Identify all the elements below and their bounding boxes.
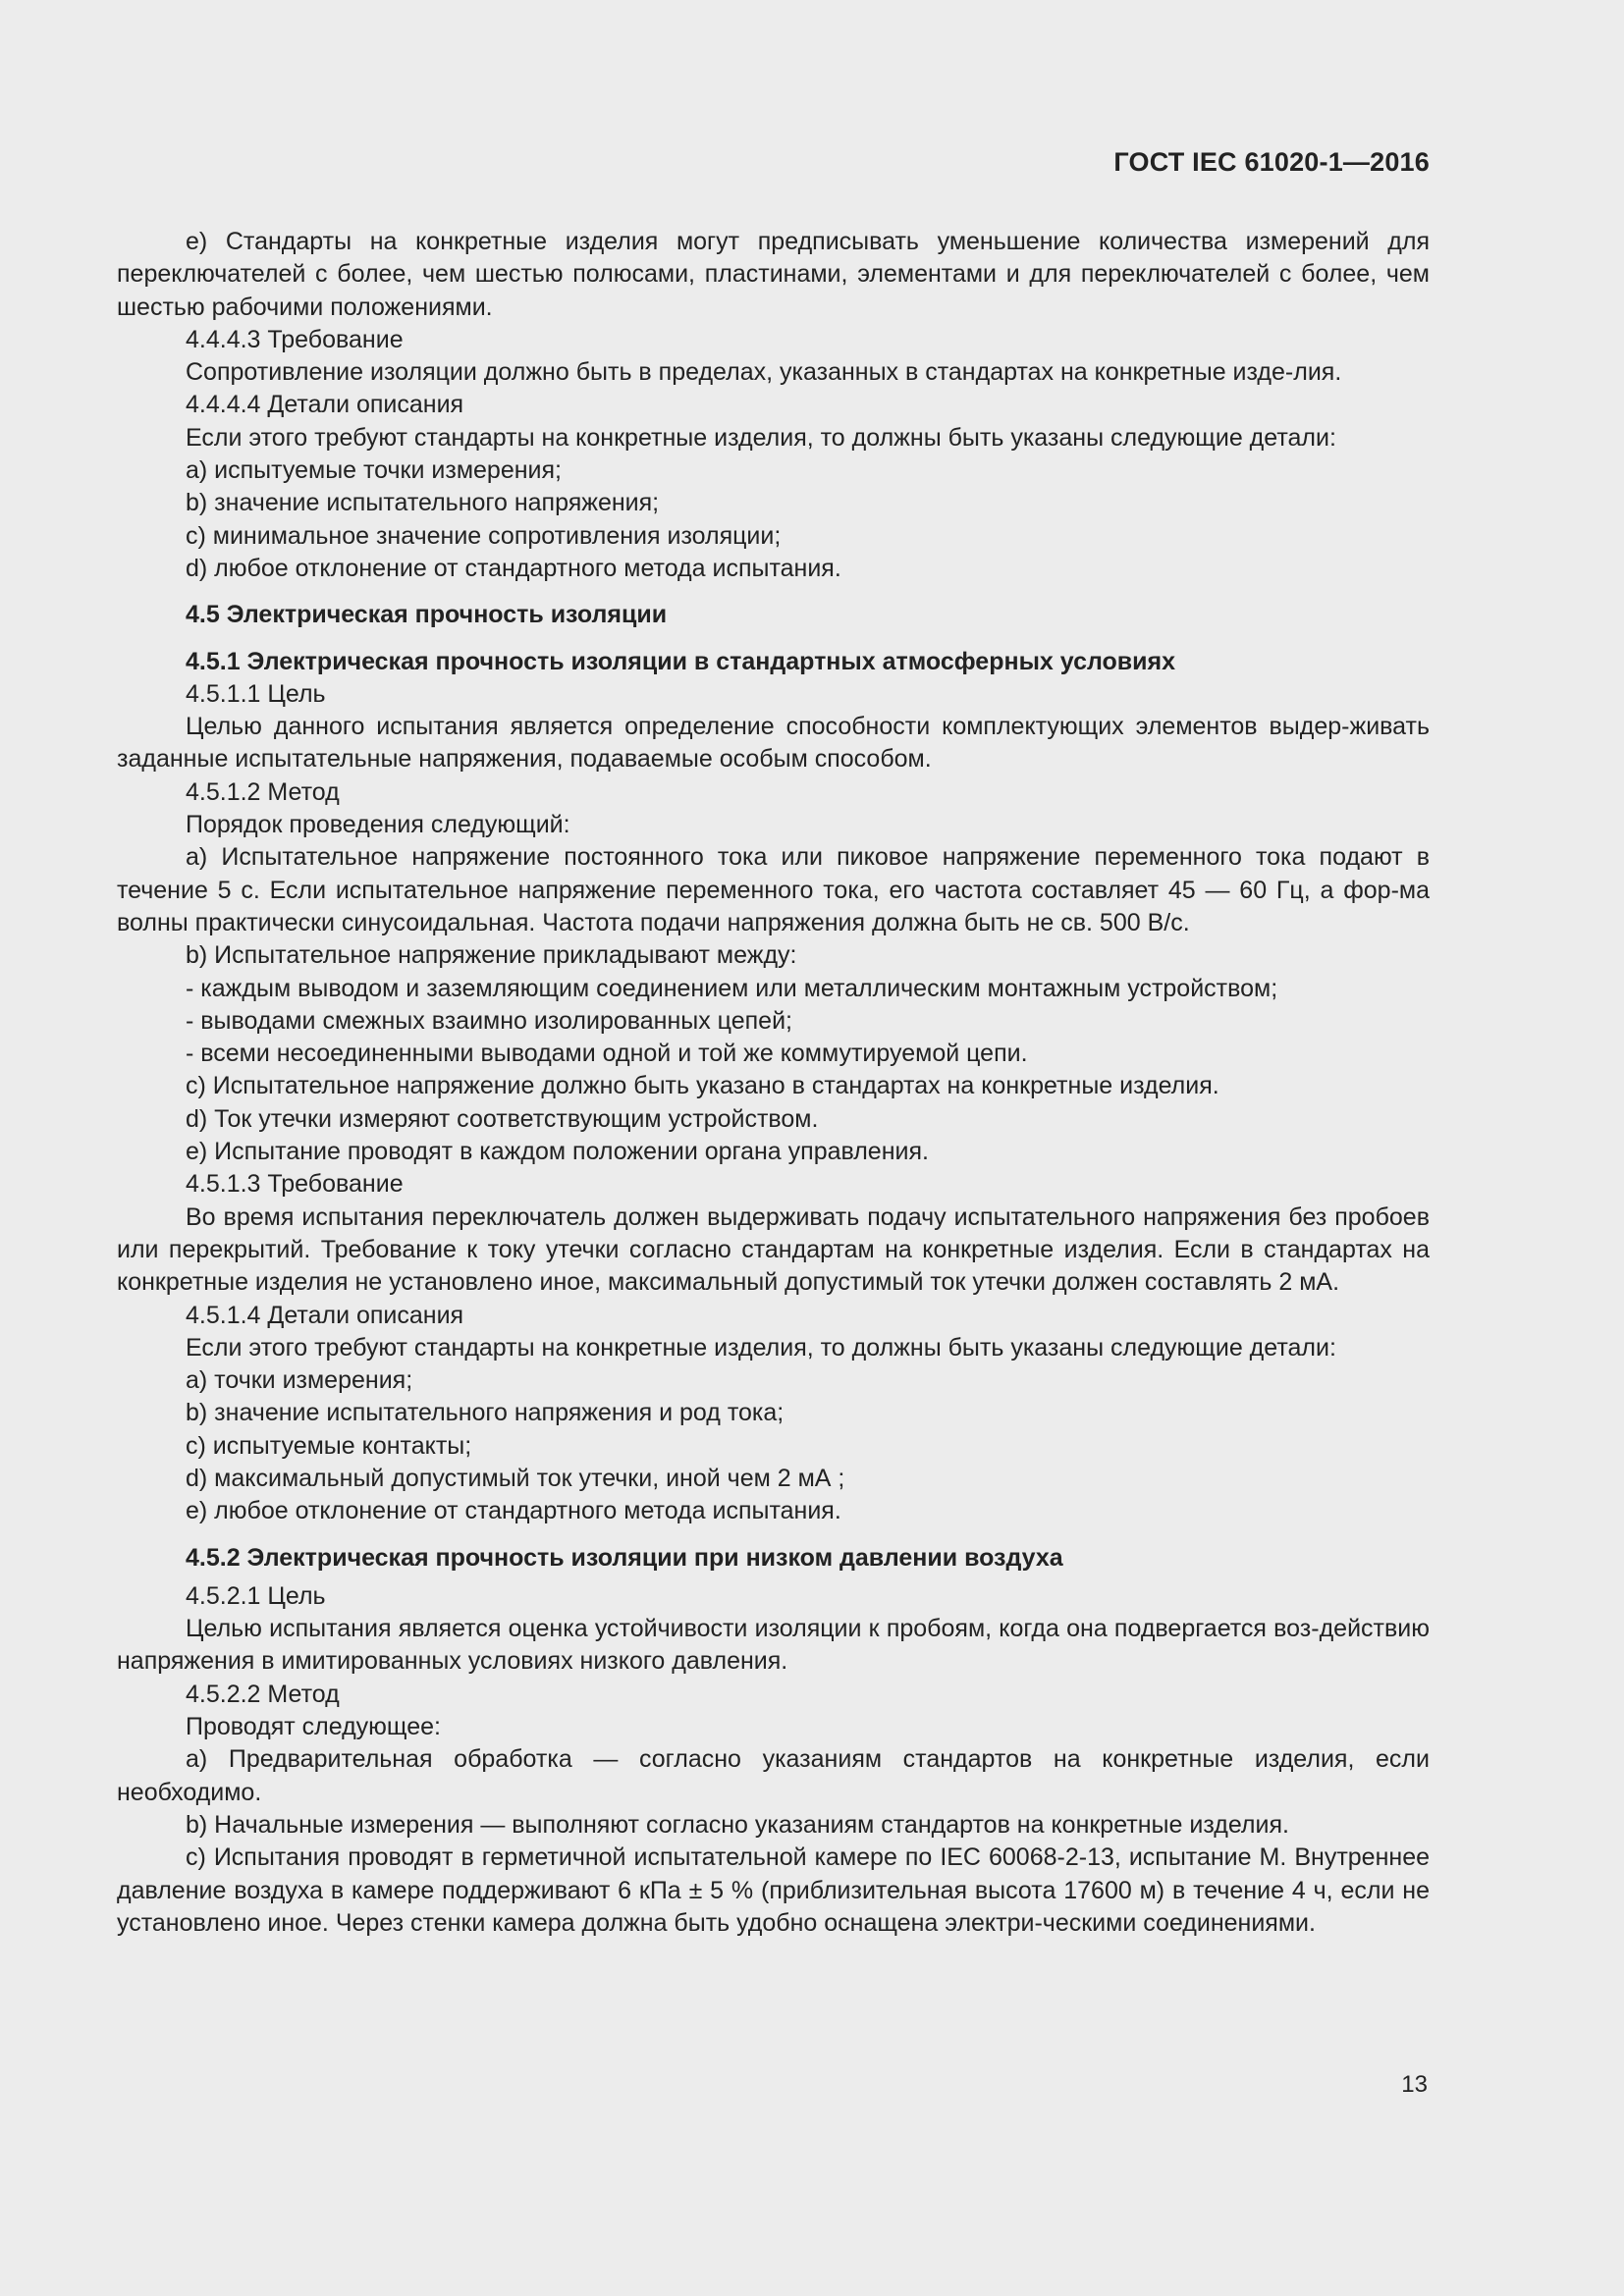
list-item: c) минимальное значение сопротивления изоляции; [186,521,782,550]
paragraph-procedure-intro: Проводят следующее: [186,1713,441,1741]
paragraph-purpose: Целью испытания является оценка устойчивости изоляции к пробоям, когда она подвергается воз-действию напряжения в имитированных условиях низкого давления. [117,1615,1430,1676]
paragraph-insulation-resistance: Сопротивление изоляции должно быть в пределах, указанных в стандартах на конкретные изде-лия. [186,358,1342,387]
section-heading-4-5: 4.5 Электрическая прочность изоляции [186,601,668,629]
list-item: b) значение испытательного напряжения и род тока; [186,1399,785,1427]
list-item: b) Начальные измерения — выполняют согласно указаниям стандартов на конкретные изделия. [186,1810,1289,1839]
paragraph-purpose: Целью данного испытания является определение способности комплектующих элементов выдер-живать заданные испытательные напряжения, подаваемые особым способом. [117,713,1430,774]
list-item: c) Испытания проводят в герметичной испытательной камере по IEC 60068-2-13, испытание M. Внутреннее давление воздуха в камере поддерживают 6 кПа ± 5 % (приблизительная высота 17600 м) в течение 4 ч, если не установлено иное. Через стенки камера должна быть удобно оснащена электри-ческими соединениями. [117,1843,1430,1937]
list-item: e) любое отклонение от стандартного метода испытания. [186,1497,841,1525]
paragraph-details-intro: Если этого требуют стандарты на конкретные изделия, то должны быть указаны следующие детали: [186,423,1336,452]
clause-4-4-4-4: 4.4.4.4 Детали описания [186,391,464,419]
list-item: a) Испытательное напряжение постоянного тока или пиковое напряжение переменного тока подают в течение 5 с. Если испытательное напряжение переменного тока, его частота составляет 45 — 60 Гц, а фор-ма волны практически синусоидальная. Частота подачи напряжения должна быть не св. 500 В/с. [117,843,1430,936]
list-item: d) любое отклонение от стандартного метода испытания. [186,554,841,582]
list-item: d) Ток утечки измеряют соответствующим устройством. [186,1104,819,1133]
section-heading-4-5-2: 4.5.2 Электрическая прочность изоляции при низком давлении воздуха [186,1543,1063,1572]
list-item: a) испытуемые точки измерения; [186,456,562,485]
list-item: a) Предварительная обработка — согласно указаниям стандартов на конкретные изделия, если необходимо. [117,1745,1430,1806]
list-item: a) точки измерения; [186,1366,413,1395]
document-code-header: ГОСТ IEC 61020-1—2016 [1113,147,1430,177]
list-item: e) Испытание проводят в каждом положении органа управления. [186,1138,929,1166]
clause-4-4-4-3: 4.4.4.3 Требование [186,325,404,353]
paragraph-e-reduction: е) Стандарты на конкретные изделия могут предписывать уменьшение количества измерений для переключателей с более, чем шестью полюсами, пластинами, элементами и для переключателей с более, чем шестью рабочими положениями. [117,228,1430,321]
list-item: - каждым выводом и заземляющим соединением или металлическим монтажным устройством; [186,974,1278,1002]
clause-4-5-1-1: 4.5.1.1 Цель [186,679,326,708]
paragraph-details-intro: Если этого требуют стандарты на конкретные изделия, то должны быть указаны следующие детали: [186,1333,1336,1362]
clause-4-5-1-3: 4.5.1.3 Требование [186,1170,404,1199]
section-heading-4-5-1: 4.5.1 Электрическая прочность изоляции в стандартных атмосферных условиях [186,647,1176,675]
paragraph-procedure-intro: Порядок проведения следующий: [186,811,570,839]
list-item: c) испытуемые контакты; [186,1431,472,1460]
list-item: d) максимальный допустимый ток утечки, иной чем 2 мА ; [186,1464,845,1492]
list-item: b) значение испытательного напряжения; [186,489,660,517]
list-item: - всеми несоединенными выводами одной и той же коммутируемой цепи. [186,1040,1028,1068]
clause-4-5-1-4: 4.5.1.4 Детали описания [186,1301,464,1329]
document-body [117,226,1430,1940]
clause-4-5-2-1: 4.5.2.1 Цель [186,1581,326,1610]
list-item: c) Испытательное напряжение должно быть указано в стандартах на конкретные изделия. [186,1072,1219,1100]
list-item: b) Испытательное напряжение прикладывают между: [186,941,797,970]
clause-4-5-2-2: 4.5.2.2 Метод [186,1680,340,1708]
clause-4-5-1-2: 4.5.1.2 Метод [186,777,340,806]
page-number: 13 [1401,2071,1428,2098]
list-item: - выводами смежных взаимно изолированных цепей; [186,1006,792,1035]
paragraph-requirement: Во время испытания переключатель должен выдерживать подачу испытательного напряжения без пробоев или перекрытий. Требование к току утечки согласно стандартам на конкретные изделия. Если в стандартах на конкретные изделия не установлено иное, максимальный допустимый ток утечки должен составлять 2 мА. [117,1202,1430,1297]
